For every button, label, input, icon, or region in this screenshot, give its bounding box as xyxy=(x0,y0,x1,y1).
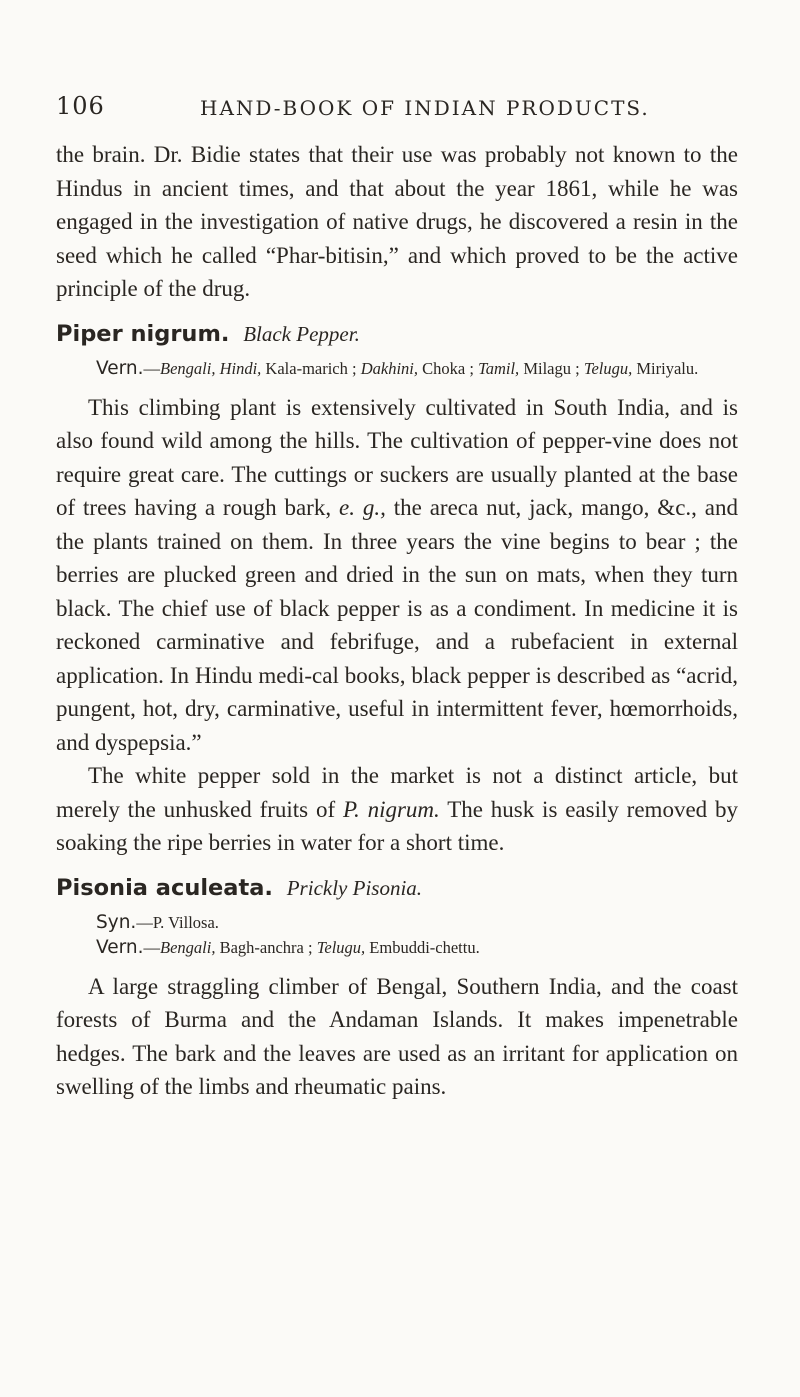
paragraph: The white pepper sold in the market is not a distinct article, but merely the unhusked fruits of P. nigrum. The husk is easily removed by soaking the ripe berries in water for a short time. xyxy=(56,763,738,855)
entry-heading-piper-nigrum xyxy=(56,312,738,356)
common-name: Black Pepper. xyxy=(243,321,360,346)
species-name: Piper nigrum. xyxy=(56,320,230,347)
intro-paragraph: the brain. Dr. Bidie states that their use was probably not known to the Hindus in ancient times, and that about the year 1861, while he was engaged in the investigation of native drugs, he discovered a resin in the seed which he called “Phar-bitisin,” and which proved to be the active principle of the drug. xyxy=(56,142,738,301)
running-title: HAND-BOOK OF INDIAN PRODUCTS. xyxy=(200,96,650,120)
vernacular-names: Vern.—Bengali, Hindi, Kala-marich ; Dakhini, Choka ; Tamil, Milagu ; Telugu, Miriyalu. xyxy=(96,357,699,379)
synonym: Syn.—P. Villosa. xyxy=(96,911,219,933)
vern-label: Vern. xyxy=(96,936,144,958)
page-body xyxy=(56,138,738,1104)
vern-label: Vern. xyxy=(96,357,144,379)
paragraph: This climbing plant is extensively cultivated in South India, and is also found wild among the hills. The cultivation of pepper-vine does not require great care. The cuttings or suckers are usually planted at the base of trees having a rough bark, e. g., the areca nut, jack, mango, &c., and the plants trained on them. In three years the vine begins to bear ; the berries are plucked green and dried in the sun on mats, when they turn black. The chief use of black pepper is as a condiment. In medicine it is reckoned carminative and febrifuge, and a rubefacient in external application. In Hindu medi-cal books, black pepper is described as “acrid, pungent, hot, dry, carminative, useful in intermittent fever, hœmorrhoids, and dyspepsia.” xyxy=(56,394,738,755)
vernacular-names: Vern.—Bengali, Bagh-anchra ; Telugu, Embuddi-chettu. xyxy=(96,936,480,958)
species-name: Pisonia aculeata. xyxy=(56,874,273,901)
syn-label: Syn. xyxy=(96,911,137,933)
entry-heading-pisonia-aculeata xyxy=(56,866,738,910)
page-header xyxy=(56,92,744,122)
common-name: Prickly Pisonia. xyxy=(286,875,423,900)
paragraph: A large straggling climber of Bengal, Southern India, and the coast forests of Burma and the Andaman Islands. It makes impenetrable hedges. The bark and the leaves are used as an irritant for application on swelling of the limbs and rheumatic pains. xyxy=(56,973,738,1099)
page-number: 106 xyxy=(56,92,105,120)
